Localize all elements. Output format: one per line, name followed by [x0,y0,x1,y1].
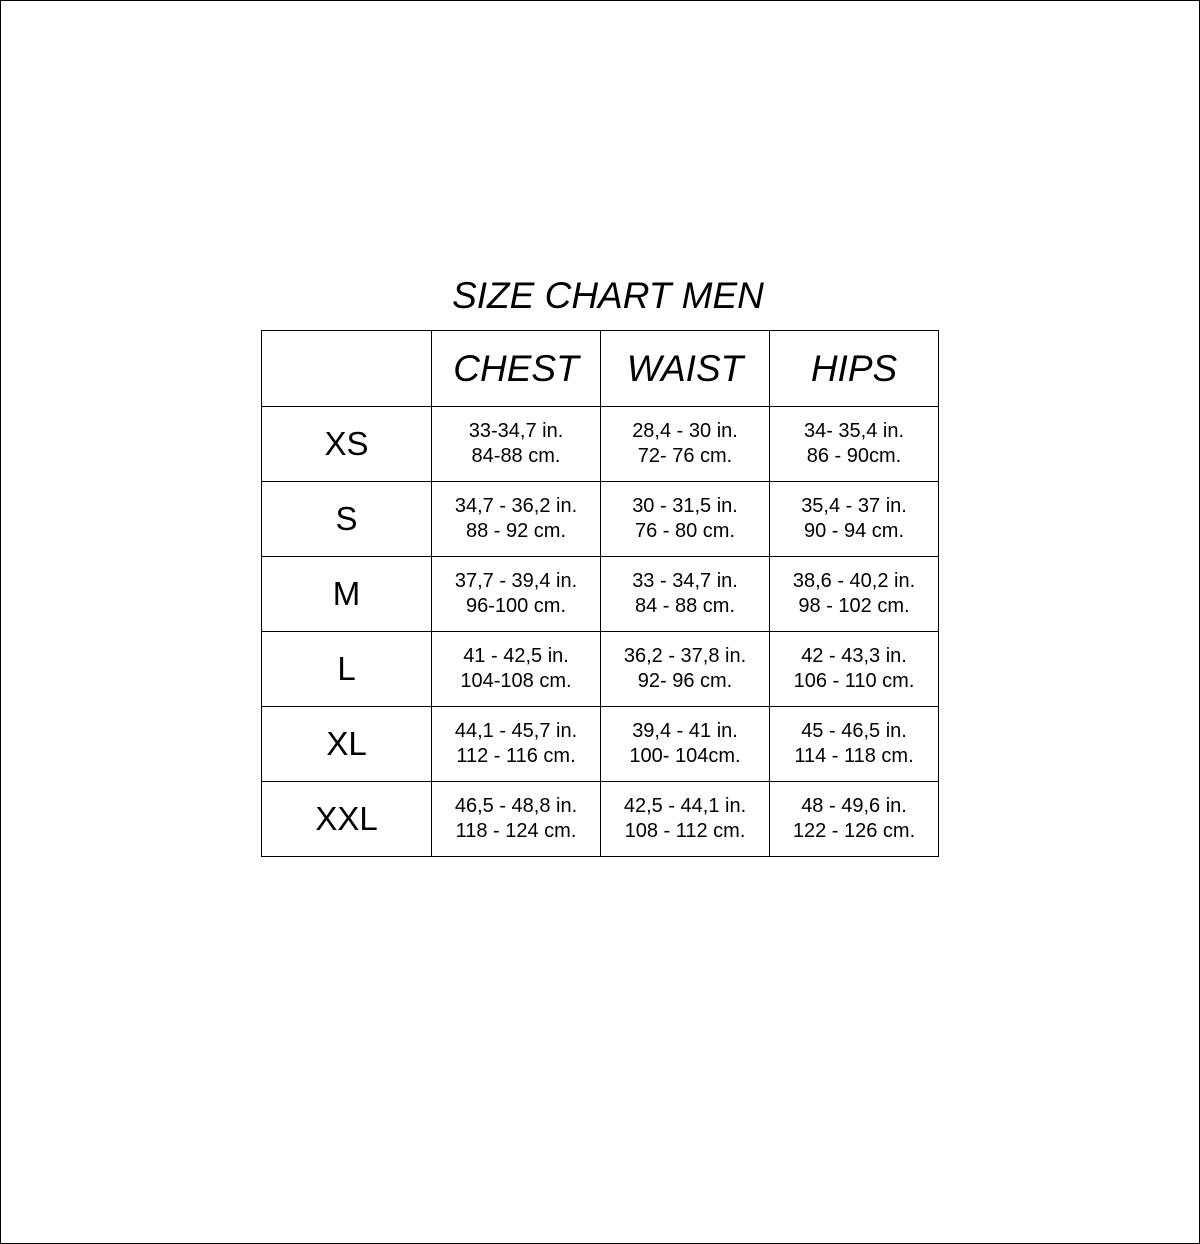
table-header-row [262,331,939,407]
measurement-cell-chest [432,782,601,857]
measurement-inches: 28,4 - 30 in. [632,420,738,442]
measurement-cell-chest [432,632,601,707]
size-chart-table [261,330,939,857]
measurement-inches: 48 - 49,6 in. [801,795,907,817]
measurement-centimeters: 76 - 80 cm. [634,520,736,542]
column-header-chest: CHEST [432,331,601,407]
measurement-centimeters: 72- 76 cm. [637,445,733,467]
measurement-inches: 33-34,7 in. [468,420,564,442]
measurement-centimeters: 90 - 94 cm. [803,520,905,542]
measurement-inches: 45 - 46,5 in. [801,720,907,742]
measurement-centimeters: 96-100 cm. [465,595,567,617]
table-row [262,782,939,857]
page-title: SIZE CHART MEN [452,275,764,316]
measurement-centimeters: 98 - 102 cm. [798,595,910,617]
measurement-centimeters: 104-108 cm. [460,670,572,692]
measurement-cell-waist [601,407,770,482]
measurement-centimeters: 106 - 110 cm. [793,670,915,692]
measurement-inches: 37,7 - 39,4 in. [454,570,578,592]
measurement-cell-waist [601,707,770,782]
measurement-centimeters: 88 - 92 cm. [465,520,567,542]
measurement-cell-chest [432,407,601,482]
column-header-waist: WAIST [601,331,770,407]
size-label: S [262,482,432,557]
table-row [262,557,939,632]
size-label: L [262,632,432,707]
measurement-inches: 36,2 - 37,8 in. [623,645,747,667]
measurement-cell-hips [770,407,939,482]
measurement-centimeters: 84-88 cm. [471,445,561,467]
measurement-centimeters: 92- 96 cm. [637,670,733,692]
measurement-cell-hips [770,482,939,557]
measurement-cell-waist [601,632,770,707]
measurement-inches: 34,7 - 36,2 in. [454,495,578,517]
measurement-cell-hips [770,557,939,632]
measurement-cell-waist [601,782,770,857]
corner-cell [262,331,432,407]
measurement-centimeters: 84 - 88 cm. [634,595,736,617]
measurement-inches: 41 - 42,5 in. [463,645,569,667]
table-row [262,632,939,707]
measurement-centimeters: 118 - 124 cm. [455,820,577,842]
measurement-cell-hips [770,782,939,857]
measurement-centimeters: 100- 104cm. [629,745,741,767]
measurement-inches: 34- 35,4 in. [803,420,905,442]
measurement-centimeters: 86 - 90cm. [806,445,902,467]
table-row [262,707,939,782]
measurement-centimeters: 122 - 126 cm. [792,820,916,842]
size-label: M [262,557,432,632]
measurement-inches: 42,5 - 44,1 in. [623,795,747,817]
measurement-cell-waist [601,482,770,557]
measurement-centimeters: 108 - 112 cm. [624,820,746,842]
measurement-cell-waist [601,557,770,632]
measurement-inches: 39,4 - 41 in. [632,720,738,742]
table-row [262,482,939,557]
measurement-inches: 44,1 - 45,7 in. [454,720,578,742]
column-header-hips: HIPS [770,331,939,407]
size-label: XS [262,407,432,482]
measurement-inches: 46,5 - 48,8 in. [454,795,578,817]
size-label: XXL [262,782,432,857]
table-row [262,407,939,482]
measurement-cell-hips [770,632,939,707]
measurement-cell-hips [770,707,939,782]
measurement-centimeters: 112 - 116 cm. [456,745,576,767]
measurement-inches: 35,4 - 37 in. [801,495,907,517]
measurement-cell-chest [432,482,601,557]
measurement-cell-chest [432,707,601,782]
measurement-centimeters: 114 - 118 cm. [794,745,914,767]
size-label: XL [262,707,432,782]
measurement-inches: 30 - 31,5 in. [632,495,738,517]
measurement-cell-chest [432,557,601,632]
measurement-inches: 42 - 43,3 in. [801,645,907,667]
measurement-inches: 38,6 - 40,2 in. [792,570,916,592]
measurement-inches: 33 - 34,7 in. [632,570,738,592]
